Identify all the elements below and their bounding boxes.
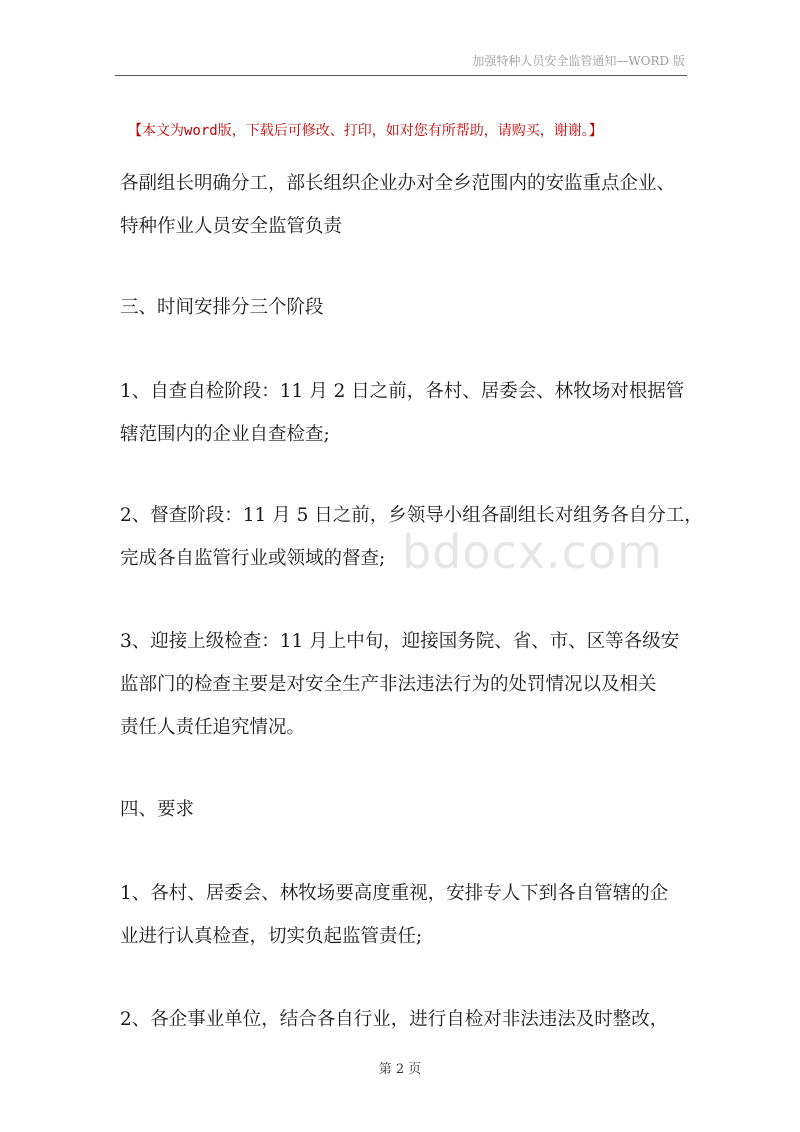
section-heading-requirements [120,788,690,831]
paragraph-stage-3 [120,620,690,749]
paragraph-stage-2 [120,494,703,580]
paragraph-line: 辖范围内的企业自查检查; [120,424,330,445]
paragraph-line: 1、自查自检阶段：11 月 2 日之前，各村、居委会、林牧场对根据管 [120,381,685,402]
paragraph-line: 业进行认真检查，切实负起监管责任; [120,926,423,947]
page-number: 第 2 页 [378,1062,422,1077]
paragraph-line: 2、各企事业单位，结合各自行业，进行自检对非法违法及时整改， [120,1009,669,1030]
header-divider [115,75,687,76]
paragraph-line: 2、督查阶段：11 月 5 日之前，乡领导小组各副组长对组务各自分工， [120,505,703,526]
paragraph-requirement-1 [120,872,690,958]
watermark: bdocx.com [402,525,663,579]
paragraph-stage-1 [120,370,690,456]
paragraph-line: 责任人责任追究情况。 [120,717,306,738]
paragraph-1 [120,162,690,248]
paragraph-line: 3、迎接上级检查：11 月上中旬，迎接国务院、省、市、区等各级安 [120,631,680,652]
paragraph-line: 特种作业人员安全监管负责 [120,216,343,237]
paragraph-line: 1、各村、居委会、林牧场要高度重视，安排专人下到各自管辖的企 [120,883,669,904]
paragraph-requirement-2 [120,998,690,1041]
purchase-notice: 【本文为word版，下载后可修改、打印，如对您有所帮助，请购买，谢谢。】 [128,123,603,139]
paragraph-line: 各副组长明确分工，部长组织企业办对全乡范围内的安监重点企业、 [120,173,676,194]
paragraph-line: 完成各自监管行业或领域的督查; [120,548,386,569]
paragraph-line: 监部门的检查主要是对安全生产非法违法行为的处罚情况以及相关 [120,674,657,695]
document-header-title: 加强特种人员安全监管通知—WORD 版 [472,54,685,68]
paragraph-line: 三、时间安排分三个阶段 [120,297,324,318]
section-heading-schedule [120,286,690,329]
paragraph-line: 四、要求 [120,799,195,820]
